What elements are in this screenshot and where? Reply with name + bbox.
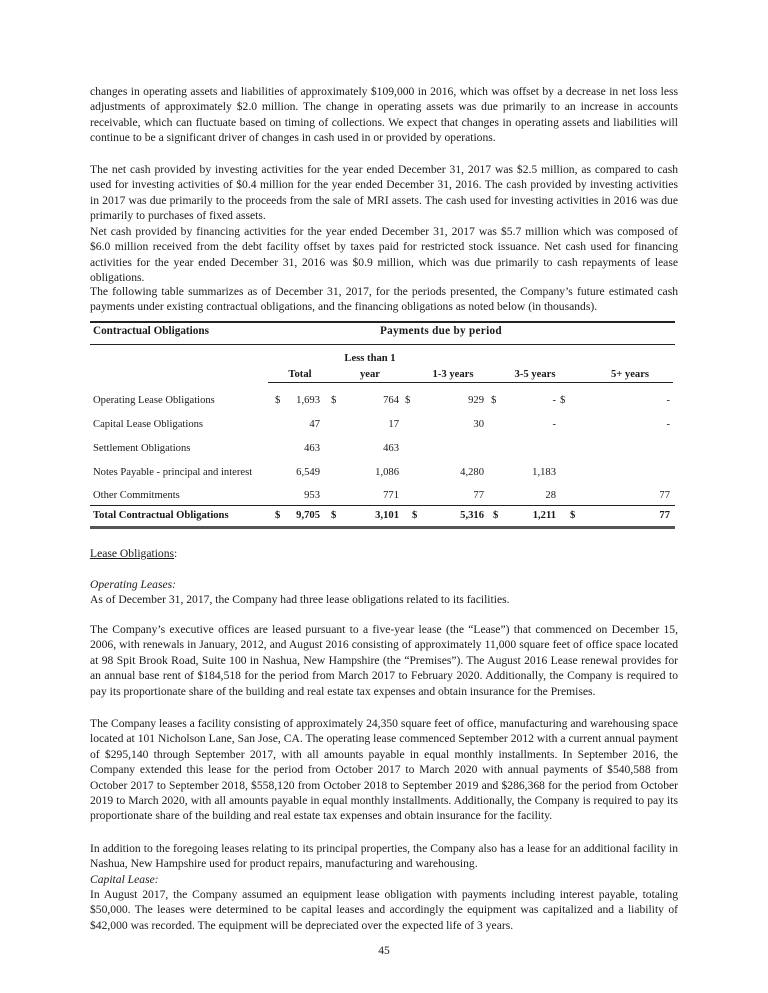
- operating-leases-heading: Operating Leases:: [90, 578, 176, 591]
- cell-total: 1,693: [296, 395, 320, 406]
- cell-total: 9,705: [296, 510, 320, 521]
- column-header-total: Total: [288, 369, 312, 380]
- cell-total: 6,549: [296, 467, 320, 478]
- cell-less-than-1-year: 1,086: [375, 467, 399, 478]
- cell-total: 47: [309, 419, 320, 430]
- cell-3-5-years: -: [552, 419, 556, 430]
- row-label: Settlement Obligations: [93, 443, 191, 454]
- table-title: Contractual Obligations: [93, 325, 209, 337]
- total-top-rule: [90, 505, 675, 506]
- row-label: Notes Payable - principal and interest: [93, 467, 253, 478]
- cell-3-5-years: -: [552, 395, 556, 406]
- paragraph-table-intro: The following table summarizes as of December 31, 2017, for the periods presented, the Company’s future estimated cash payments under existing contractual obligations, and the financing obligations as noted below (in thousands).: [90, 285, 678, 314]
- column-header-3-5-years: 3-5 years: [514, 369, 556, 380]
- cell-3-5-years: 1,183: [532, 467, 556, 478]
- column-header-less-than-1: Less than 1: [344, 353, 396, 364]
- currency-symbol: $: [275, 510, 281, 521]
- capital-lease-heading: Capital Lease:: [90, 873, 159, 886]
- cell-1-3-years: 929: [468, 395, 484, 406]
- lease-obligations-heading: [90, 546, 678, 561]
- cell-1-3-years: 77: [473, 490, 484, 501]
- cell-total: 953: [304, 490, 320, 501]
- column-header-year: year: [360, 369, 380, 380]
- column-header-1-3-years: 1-3 years: [432, 369, 474, 380]
- cell-5-plus-years: -: [666, 395, 670, 406]
- cell-5-plus-years: 77: [659, 510, 670, 521]
- currency-symbol: $: [405, 395, 411, 406]
- paragraph-san-jose-facility: The Company leases a facility consisting of approximately 24,350 square feet of office, manufacturing and warehousing space located at 101 Nicholson Lane, San Jose, CA. The operating lease commenced September 2012 with a current annual payment of $295,140 through September 2017, with all amounts payable in equal monthly installments. In September 2016, the Company extended this lease for the period from October 2017 to March 2020 with annual payments of $540,588 from October 2017 to September 2018, $558,120 from October 2018 to September 2019 and $286,368 for the period from October 2019 to March 2020, with all amounts payable in equal monthly installments. Additionally, the Company is required to pay its proportionate share of the building and real estate tax expenses and obtain insurance for the facility.: [90, 717, 678, 823]
- paragraph-capital-lease: In August 2017, the Company assumed an equipment lease obligation with payments including interest payable, totaling $50,000. The leases were determined to be capital leases and accordingly the equipment was capitalized and a liability of $42,000 was recorded. The equipment will be depreciated over the expected life of 3 years.: [90, 888, 678, 932]
- cell-less-than-1-year: 764: [383, 395, 399, 406]
- row-label: Operating Lease Obligations: [93, 395, 215, 406]
- cell-1-3-years: 30: [473, 419, 484, 430]
- column-header-rule: [268, 382, 673, 383]
- currency-symbol: $: [275, 395, 281, 406]
- table-group-header: Payments due by period: [380, 325, 502, 337]
- table-header-rule: [90, 344, 675, 345]
- cell-less-than-1-year: 771: [383, 490, 399, 501]
- row-label: Capital Lease Obligations: [93, 419, 204, 430]
- cell-5-plus-years: 77: [659, 490, 670, 501]
- lease-heading-suffix: :: [174, 547, 178, 560]
- paragraph-investing-activities: The net cash provided by investing activities for the year ended December 31, 2017 was $2.5 million, as compared to cash used for investing activities of $0.4 million for the year ended December 31, 2016. The cash provided by investing activities in 2017 was due primarily to the proceeds from the sale of MRI assets. The cash used for investing activities in 2016 was due primarily to purchases of fixed assets.: [90, 163, 678, 223]
- paragraph-additional-facility: In addition to the foregoing leases relating to its principal properties, the Company also has a lease for an additional facility in Nashua, New Hampshire used for product repairs, manufacturing and warehousing.: [90, 842, 678, 871]
- cell-1-3-years: 4,280: [460, 467, 484, 478]
- row-label: Total Contractual Obligations: [93, 510, 229, 521]
- cell-3-5-years: 1,211: [532, 510, 556, 521]
- paragraph-financing-activities: Net cash provided by financing activities for the year ended December 31, 2017 was $5.7 million which was composed of $6.0 million received from the debt facility offset by taxes paid for restricted stock issuance. Net cash used for financing activities for the year ended December 31, 2016 was $0.9 million, which was due primarily to cash repayments of lease obligations.: [90, 225, 678, 285]
- cell-less-than-1-year: 463: [383, 443, 399, 454]
- cell-3-5-years: 28: [545, 490, 556, 501]
- currency-symbol: $: [570, 510, 576, 521]
- cell-less-than-1-year: 17: [388, 419, 399, 430]
- page-number: 45: [378, 944, 390, 957]
- currency-symbol: $: [412, 510, 418, 521]
- cell-5-plus-years: -: [666, 419, 670, 430]
- cell-less-than-1-year: 3,101: [375, 510, 399, 521]
- currency-symbol: $: [493, 510, 499, 521]
- operating-leases-intro: As of December 31, 2017, the Company had three lease obligations related to its facilities.: [90, 593, 510, 606]
- total-double-rule: [90, 526, 675, 529]
- currency-symbol: $: [560, 395, 566, 406]
- currency-symbol: $: [331, 510, 337, 521]
- cell-1-3-years: 5,316: [460, 510, 484, 521]
- currency-symbol: $: [331, 395, 337, 406]
- lease-heading-text: Lease Obligations: [90, 547, 175, 560]
- row-label: Other Commitments: [93, 490, 180, 501]
- table-top-rule: [90, 321, 675, 323]
- cell-total: 463: [304, 443, 320, 454]
- currency-symbol: $: [491, 395, 497, 406]
- paragraph-operating-assets: changes in operating assets and liabilities of approximately $109,000 in 2016, which was offset by a decrease in net loss less adjustments of approximately $2.0 million. The change in operating assets was due primarily to an increase in accounts receivable, which can fluctuate based on timing of collections. We expect that changes in operating assets and liabilities will continue to be a significant driver of changes in cash used in or provided by operations.: [90, 85, 678, 145]
- paragraph-executive-offices: The Company’s executive offices are leased pursuant to a five-year lease (the “Lease”) that commenced on December 15, 2006, with renewals in January, 2012, and August 2016 consisting of approximately 11,000 square feet of office space located at 98 Spit Brook Road, Suite 100 in Nashua, New Hampshire (the “Premises”). The August 2016 Lease renewal provides for an annual base rent of $184,518 for the period from March 2017 to February 2020. Additionally, the Company is required to pay its proportionate share of the building and real estate tax expenses and obtain insurance for the Premises.: [90, 623, 678, 698]
- column-header-5-plus-years: 5+ years: [610, 369, 650, 380]
